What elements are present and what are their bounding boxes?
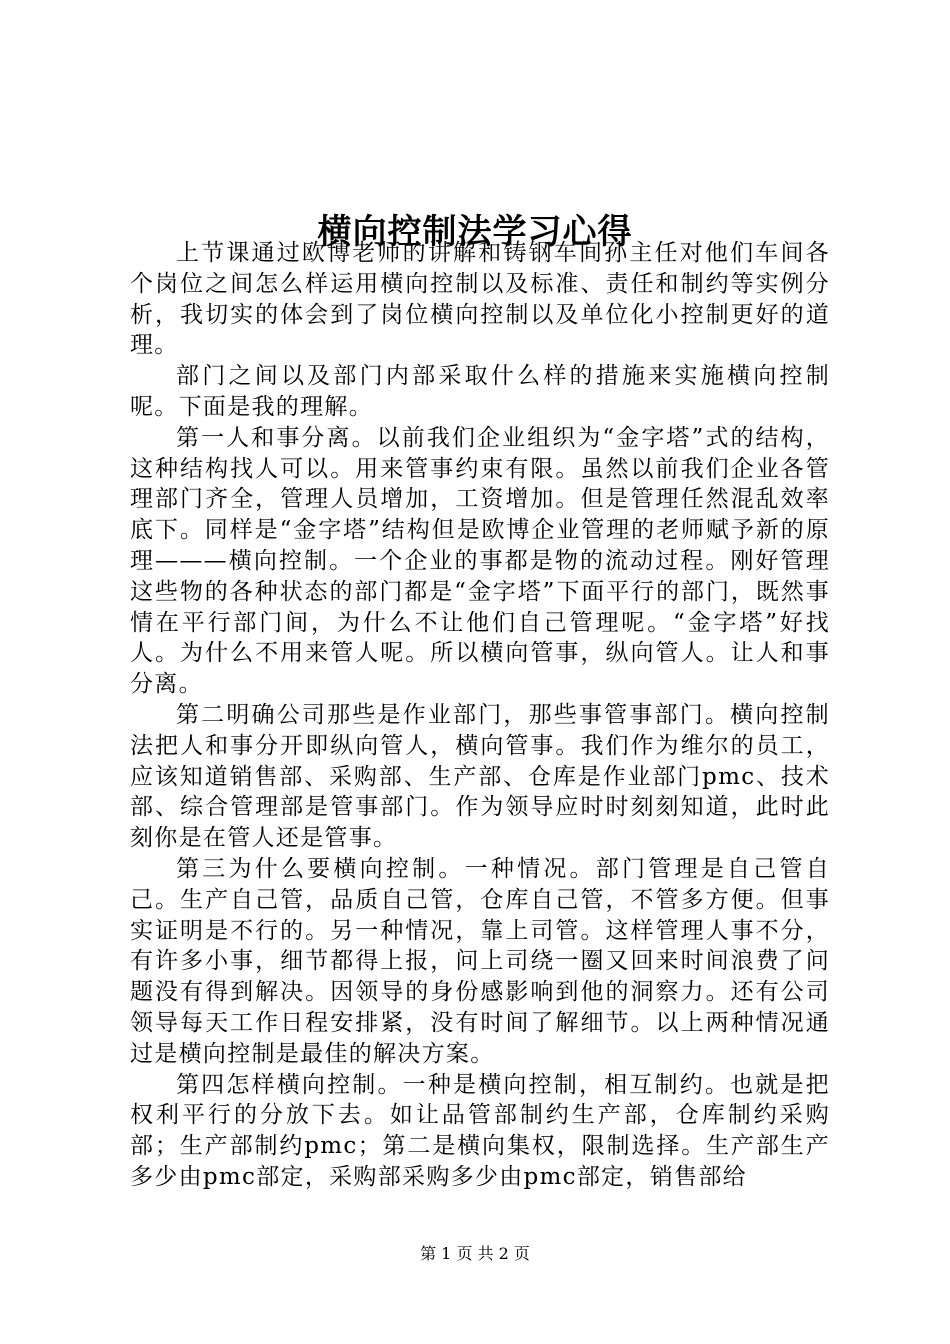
paragraph-point-3: 第三为什么要横向控制。一种情况。部门管理是自己管自己。生产自己管，品质自己管，仓库自己管，不管多方便。但事实证明是不行的。另一种情况，靠上司管。这样管理人事不分，有许多小事，细节都得上报，问上司绕一圈又回来时间浪费了问题没有得到解决。因领导的身份感影响到他的洞察力。还有公司领导每天工作日程安排紧，没有时间了解细节。以上两种情况通过是横向控制是最佳的解决方案。 <box>130 855 830 1067</box>
page-footer: 第 1 页 共 2 页 <box>420 1244 530 1263</box>
paragraph-intro: 上节课通过欧博老师的讲解和铸钢车间孙主任对他们车间各个岗位之间怎么样运用横向控制以及标准、责任和制约等实例分析，我切实的体会到了岗位横向控制以及单位化小控制更好的道理。 <box>130 240 830 359</box>
paragraph-point-1: 第一人和事分离。以前我们企业组织为“金字塔”式的结构，这种结构找人可以。用来管事约束有限。虽然以前我们企业各管理部门齐全，管理人员增加，工资增加。但是管理任然混乱效率底下。同样是“金字塔”结构但是欧博企业管理的老师赋予新的原理———横向控制。一个企业的事都是物的流动过程。刚好管理这些物的各种状态的部门都是“金字塔”下面平行的部门，既然事情在平行部门间，为什么不让他们自己管理呢。“金字塔”好找人。为什么不用来管人呢。所以横向管事，纵向管人。让人和事分离。 <box>130 424 830 698</box>
paragraph-question: 部门之间以及部门内部采取什么样的措施来实施横向控制呢。下面是我的理解。 <box>130 363 830 420</box>
paragraph-point-2: 第二明确公司那些是作业部门，那些事管事部门。横向控制法把人和事分开即纵向管人，横向管事。我们作为维尔的员工，应该知道销售部、采购部、生产部、仓库是作业部门pmc、技术部、综合管理部是管事部门。作为领导应时时刻刻知道，此时此刻你是在管人还是管事。 <box>130 701 830 852</box>
document-body <box>130 238 830 1193</box>
paragraph-point-4: 第四怎样横向控制。一种是横向控制，相互制约。也就是把权利平行的分放下去。如让品管部制约生产部，仓库制约采购部；生产部制约pmc；第二是横向集权，限制选择。生产部生产多少由pmc部定，采购部采购多少由pmc部定，销售部给 <box>130 1071 830 1190</box>
document-title: 横向控制法学习心得 <box>317 211 633 252</box>
